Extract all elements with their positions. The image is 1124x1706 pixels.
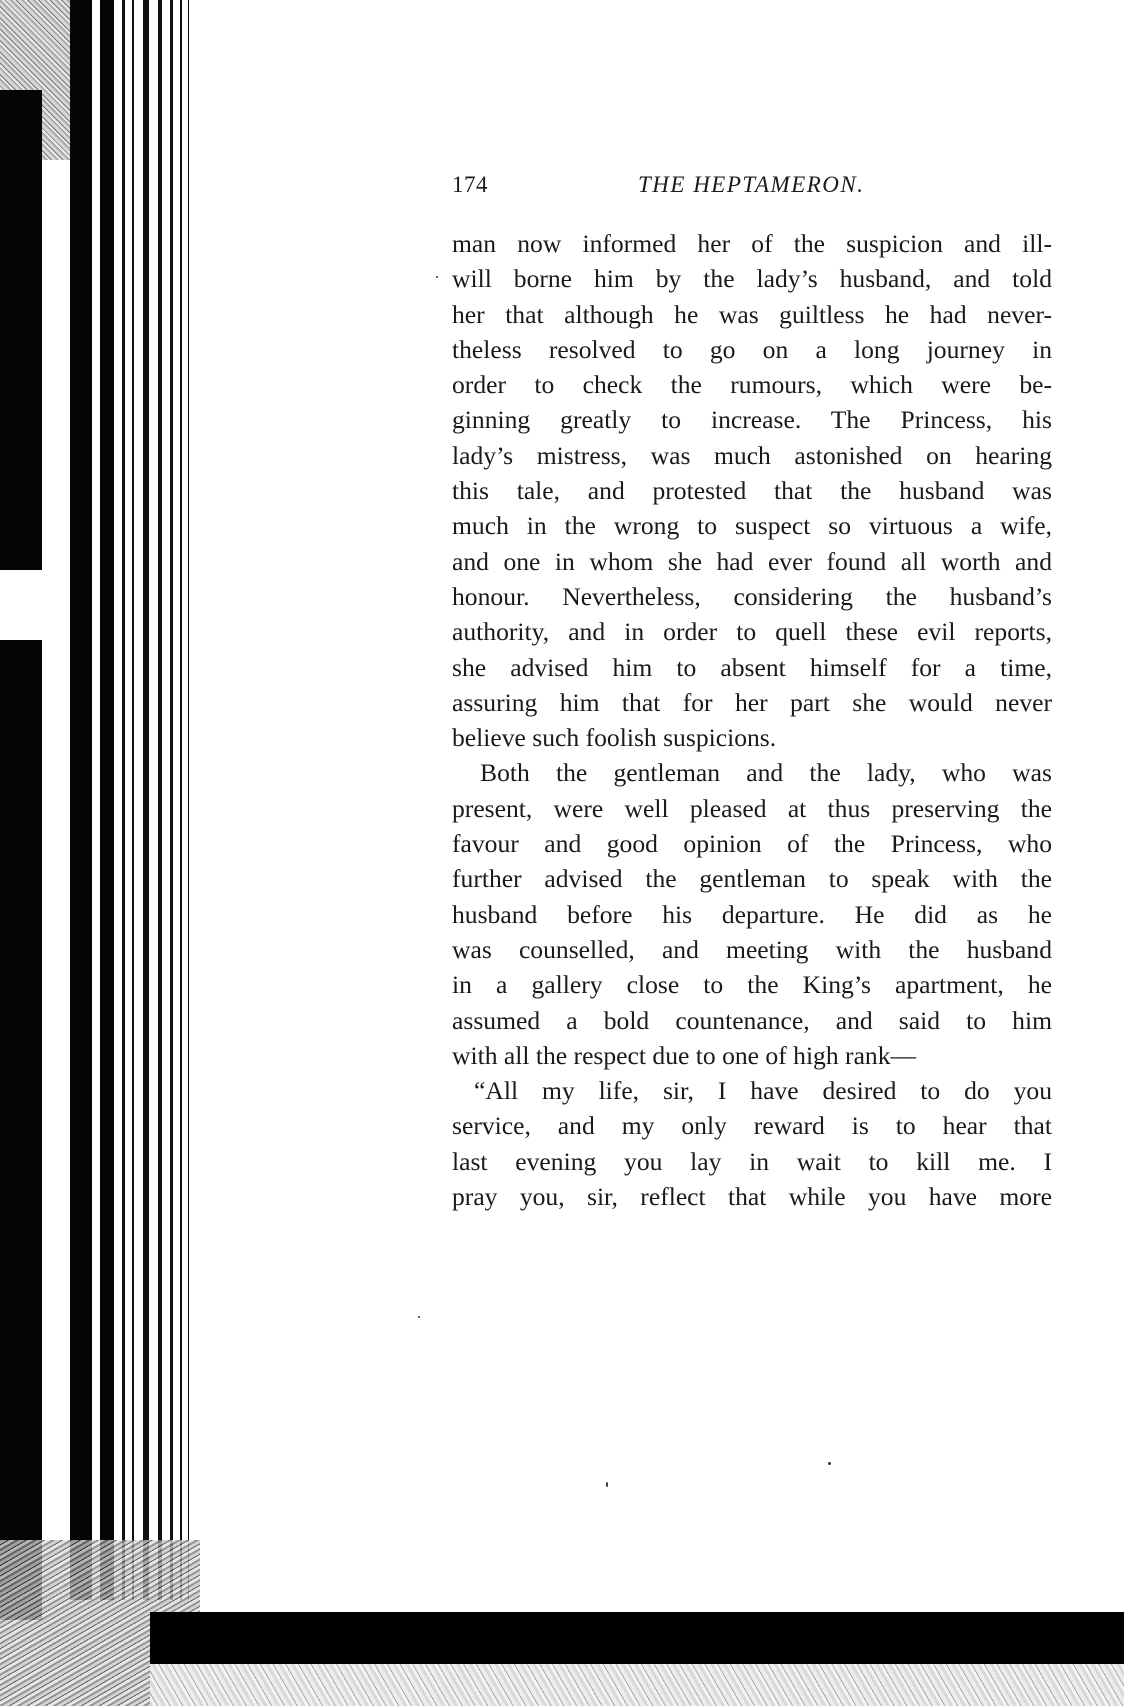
text-line: assuring him that for her part she would never [452, 687, 1052, 717]
text-line: authority, and in order to quell these evil reports, [452, 617, 1052, 647]
page-edge-line [143, 0, 149, 1600]
text-line: will borne him by the lady’s husband, and told [452, 264, 1052, 294]
book-page-edge [0, 0, 200, 1706]
text-line: man now informed her of the suspicion and ill- [452, 229, 1052, 258]
text-line: assumed a bold countenance, and said to him [452, 1005, 1052, 1035]
edge-shadow-band [0, 90, 42, 570]
text-line: husband before his departure. He did as he [452, 899, 1052, 929]
text-line: was counselled, and meeting with the husband [452, 934, 1052, 964]
text-line: “All my life, sir, I have desired to do you [474, 1076, 1052, 1106]
page-edge-line [170, 0, 173, 1600]
running-head [452, 172, 1052, 208]
text-line: her that although he was guiltless he had never- [452, 299, 1052, 329]
page-number: 174 [452, 172, 488, 197]
edge-shadow-band [100, 0, 114, 1600]
running-title: THE HEPTAMERON. [638, 172, 865, 197]
scan-speck [436, 276, 438, 278]
text-line: this tale, and protested that the husband was [452, 476, 1052, 506]
page-edge-line [132, 0, 134, 1600]
scan-bottom-shadow [150, 1612, 1124, 1664]
text-line: she advised him to absent himself for a time, [452, 652, 1052, 682]
text-line: honour. Nevertheless, considering the husband’s [452, 581, 1052, 611]
scan-bottom-noise [150, 1664, 1124, 1706]
text-line: believe such foolish suspicions. [452, 723, 777, 753]
edge-shadow-band [70, 0, 92, 1600]
text-line: and one in whom she had ever found all worth and [452, 546, 1052, 576]
text-line: in a gallery close to the King’s apartment, he [452, 970, 1052, 1000]
text-line: pray you, sir, reflect that while you have more [452, 1182, 1052, 1212]
text-line: lady’s mistress, was much astonished on hearing [452, 440, 1052, 470]
text-line: much in the wrong to suspect so virtuous a wife, [452, 511, 1052, 541]
text-line: ginning greatly to increase. The Princess, his [452, 405, 1052, 435]
page-edge-line [188, 0, 189, 1600]
text-line: service, and my only reward is to hear that [452, 1111, 1052, 1141]
text-line: favour and good opinion of the Princess, who [452, 829, 1052, 859]
text-line: theless resolved to go on a long journey in [452, 334, 1052, 364]
page-edge-line [122, 0, 125, 1600]
edge-shadow-band [0, 640, 42, 1620]
text-line: last evening you lay in wait to kill me. I [452, 1146, 1052, 1176]
text-line: Both the gentleman and the lady, who was [480, 758, 1052, 788]
body-text [452, 226, 1052, 1214]
scan-speck [606, 1482, 608, 1487]
page-edge-line [180, 0, 182, 1600]
text-line: present, were well pleased at thus preserving the [452, 793, 1052, 823]
text-line: with all the respect due to one of high rank— [452, 1040, 917, 1070]
text-line: order to check the rumours, which were be- [452, 370, 1052, 400]
scan-speck [828, 1462, 831, 1465]
scan-speck [418, 1316, 420, 1318]
page-edge-line [158, 0, 162, 1600]
text-line: further advised the gentleman to speak with the [452, 864, 1052, 894]
